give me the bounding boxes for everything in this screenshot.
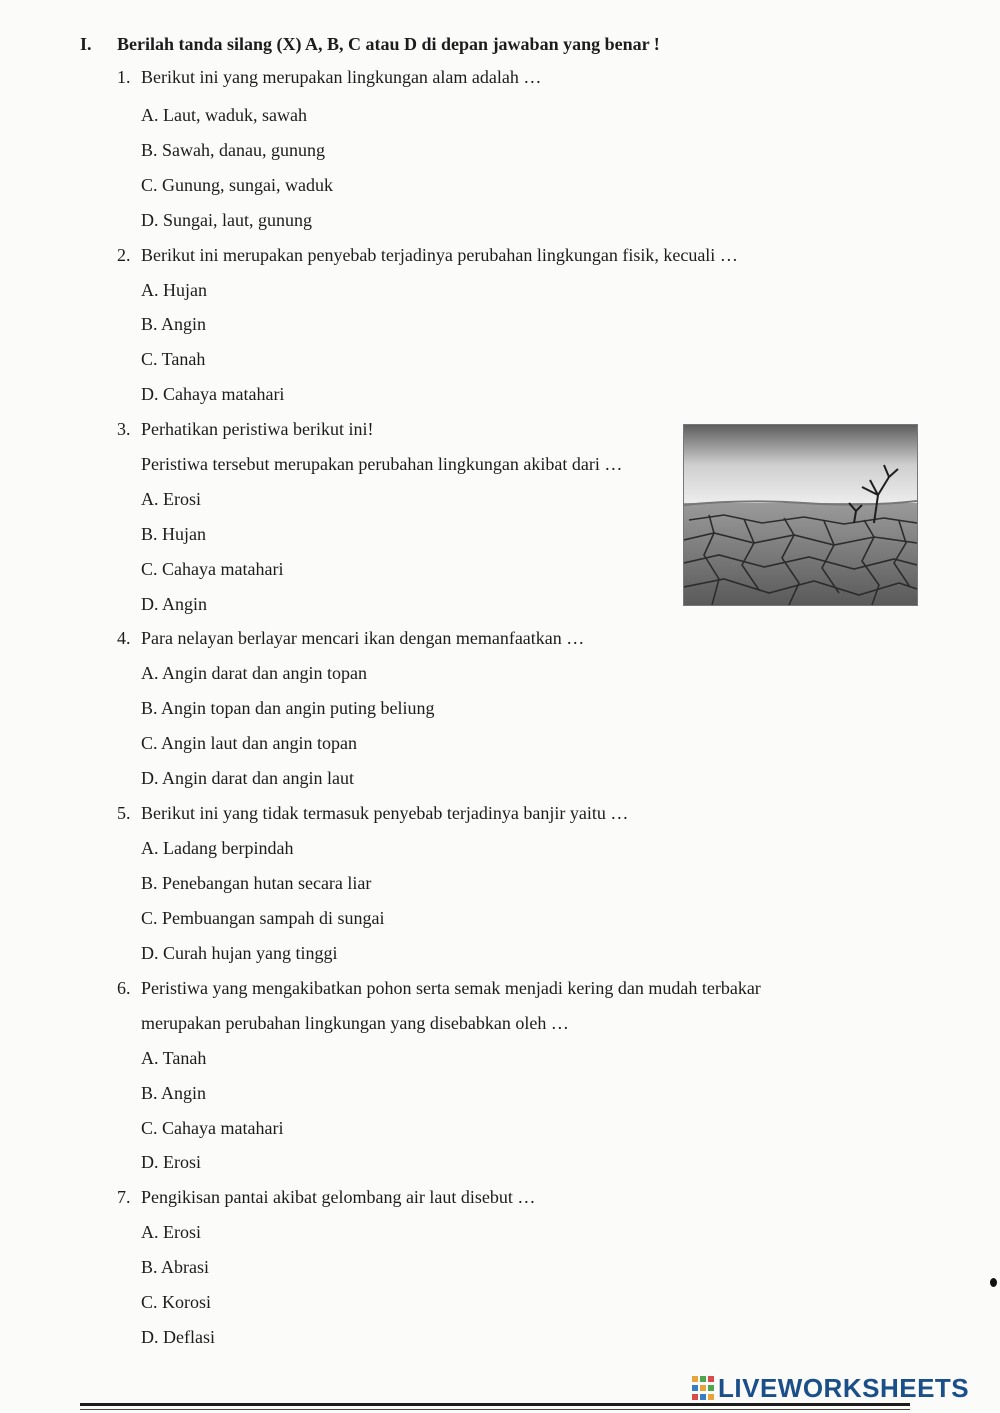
question-text: Pengikisan pantai akibat gelombang air laut disebut …	[141, 1187, 536, 1207]
option-6b[interactable]: B. Angin	[141, 1083, 207, 1103]
option-4d[interactable]: D. Angin darat dan angin laut	[141, 768, 354, 788]
question-7	[117, 1186, 535, 1208]
option-3a[interactable]: A. Erosi	[141, 489, 201, 509]
option-7a[interactable]: A. Erosi	[141, 1222, 201, 1242]
option-6c[interactable]: C. Cahaya matahari	[141, 1118, 284, 1138]
option-7b[interactable]: B. Abrasi	[141, 1257, 210, 1277]
option-6a[interactable]: A. Tanah	[141, 1048, 207, 1068]
question-3-subtext: Peristiwa tersebut merupakan perubahan lingkungan akibat dari …	[141, 454, 623, 474]
option-3d[interactable]: D. Angin	[141, 594, 208, 614]
option-5c[interactable]: C. Pembuangan sampah di sungai	[141, 908, 385, 928]
question-text-continuation: merupakan perubahan lingkungan yang disebabkan oleh …	[141, 1013, 569, 1033]
option-1b[interactable]: B. Sawah, danau, gunung	[141, 140, 325, 160]
option-1c[interactable]: C. Gunung, sungai, waduk	[141, 175, 333, 195]
option-2d[interactable]: D. Cahaya matahari	[141, 384, 285, 404]
cracked-earth-image	[684, 425, 917, 605]
option-3c[interactable]: C. Cahaya matahari	[141, 559, 284, 579]
option-5d[interactable]: D. Curah hujan yang tinggi	[141, 943, 338, 963]
scan-mark	[990, 1278, 997, 1287]
question-number: 5.	[117, 803, 131, 823]
option-4c[interactable]: C. Angin laut dan angin topan	[141, 733, 357, 753]
question-text: Berikut ini yang tidak termasuk penyebab terjadinya banjir yaitu …	[141, 803, 629, 823]
question-number: 3.	[117, 419, 131, 439]
question-text: Para nelayan berlayar mencari ikan dengan memanfaatkan …	[141, 628, 585, 648]
question-3	[117, 418, 373, 440]
option-4b[interactable]: B. Angin topan dan angin puting beliung	[141, 698, 435, 718]
question-1	[117, 66, 541, 88]
option-7c[interactable]: C. Korosi	[141, 1292, 212, 1312]
option-5a[interactable]: A. Ladang berpindah	[141, 838, 294, 858]
question-text: Berikut ini merupakan penyebab terjadinya perubahan lingkungan fisik, kecuali …	[141, 245, 738, 265]
option-2b[interactable]: B. Angin	[141, 314, 207, 334]
liveworksheets-grid-icon	[692, 1376, 714, 1400]
option-6d[interactable]: D. Erosi	[141, 1152, 201, 1172]
question-text: Berikut ini yang merupakan lingkungan alam adalah …	[141, 67, 542, 87]
option-5b[interactable]: B. Penebangan hutan secara liar	[141, 873, 372, 893]
footer-rule	[80, 1403, 910, 1406]
question-number: 6.	[117, 978, 131, 998]
question-text: Perhatikan peristiwa berikut ini!	[141, 419, 374, 439]
question-number: 2.	[117, 245, 131, 265]
liveworksheets-logo[interactable]	[692, 1374, 969, 1402]
question-4	[117, 627, 584, 649]
section-heading	[80, 34, 660, 55]
footer-rule-thin	[80, 1409, 910, 1410]
option-1d[interactable]: D. Sungai, laut, gunung	[141, 210, 312, 230]
option-7d[interactable]: D. Deflasi	[141, 1327, 215, 1347]
drought-photo	[683, 424, 918, 606]
question-2	[117, 244, 738, 266]
section-instruction: Berilah tanda silang (X) A, B, C atau D di depan jawaban yang benar !	[117, 34, 660, 54]
question-number: 1.	[117, 67, 131, 87]
question-5	[117, 802, 628, 824]
question-number: 7.	[117, 1187, 131, 1207]
question-number: 4.	[117, 628, 131, 648]
option-3b[interactable]: B. Hujan	[141, 524, 206, 544]
option-2c[interactable]: C. Tanah	[141, 349, 206, 369]
option-4a[interactable]: A. Angin darat dan angin topan	[141, 663, 367, 683]
question-text: Peristiwa yang mengakibatkan pohon serta semak menjadi kering dan mudah terbakar	[141, 978, 761, 998]
section-number: I.	[80, 34, 92, 54]
option-2a[interactable]: A. Hujan	[141, 280, 207, 300]
option-1a[interactable]: A. Laut, waduk, sawah	[141, 105, 307, 125]
question-6	[117, 971, 918, 1041]
brand-text: LIVEWORKSHEETS	[718, 1372, 970, 1403]
